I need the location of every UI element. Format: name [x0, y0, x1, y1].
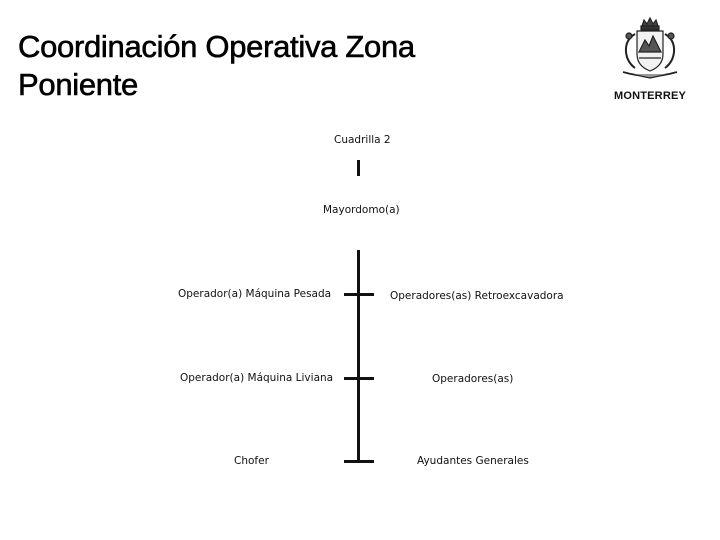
- connector-branch-1: [344, 293, 374, 296]
- page-title: [18, 28, 538, 104]
- node-operador-liviana: Operador(a) Máquina Liviana: [180, 372, 334, 384]
- logo-bottom-text: MONTERREY: [613, 90, 687, 102]
- title-line-1: Coordinación Operativa Zona: [18, 29, 415, 64]
- node-chofer: Chofer: [234, 455, 269, 467]
- connector-branch-2: [344, 377, 374, 380]
- coat-of-arms-icon: [611, 16, 689, 82]
- title-line-2: Poniente: [18, 67, 138, 102]
- connector-trunk: [357, 250, 360, 462]
- node-retroexcavadora: Operadores(as) Retroexcavadora: [390, 290, 564, 302]
- node-operador-pesada: Operador(a) Máquina Pesada: [178, 288, 332, 300]
- node-mayordomo: Mayordomo(a): [323, 204, 400, 216]
- node-cuadrilla: Cuadrilla 2: [334, 134, 391, 146]
- gobierno-monterrey-logo: [611, 16, 689, 106]
- node-ayudantes: Ayudantes Generales: [417, 455, 529, 467]
- connector-branch-3: [344, 460, 374, 463]
- node-operadores: Operadores(as): [432, 373, 514, 385]
- connector-top: [357, 160, 360, 176]
